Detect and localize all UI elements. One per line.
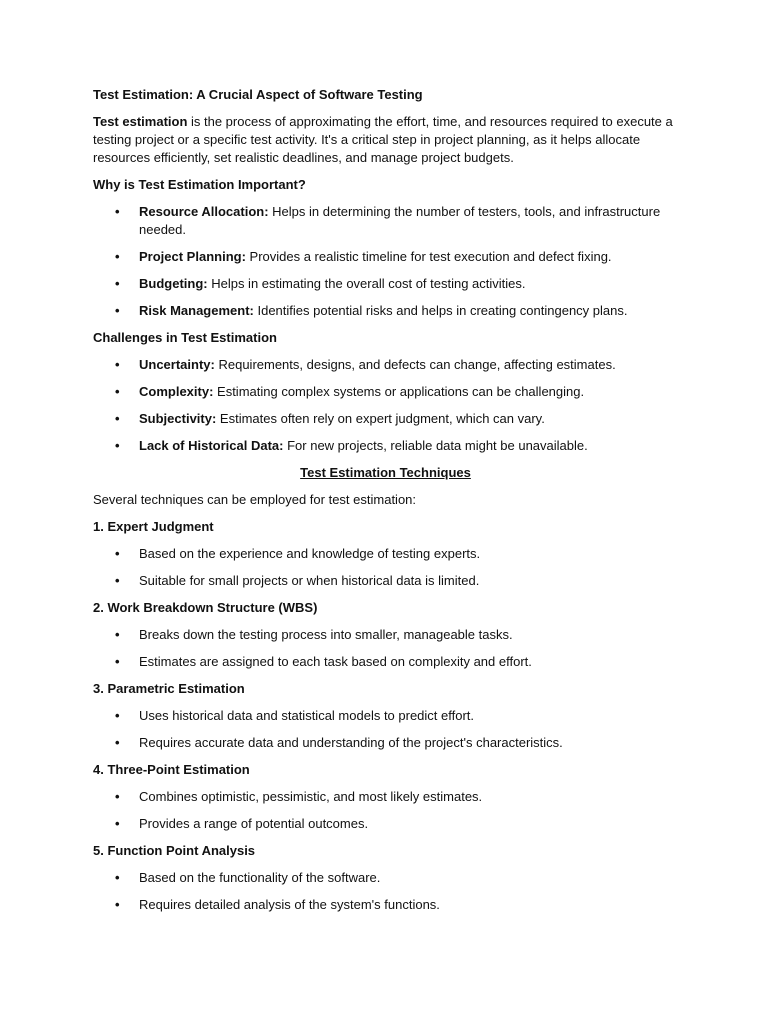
technique-heading: 1. Expert Judgment — [93, 519, 214, 534]
document-page — [93, 86, 678, 923]
list-item-text: Estimates often rely on expert judgment, which can vary. — [216, 411, 545, 426]
list-item-text: Provides a range of potential outcomes. — [139, 816, 369, 831]
list-item — [93, 734, 678, 752]
importance-heading: Why is Test Estimation Important? — [93, 177, 306, 192]
list-item — [93, 410, 678, 428]
list-item-text: Breaks down the testing process into smaller, manageable tasks. — [139, 627, 513, 642]
list-item — [93, 653, 678, 671]
list-item-text: Suitable for small projects or when historical data is limited. — [139, 573, 480, 588]
list-item — [93, 869, 678, 887]
list-item-text: Helps in estimating the overall cost of testing activities. — [207, 276, 526, 291]
list-item — [93, 815, 678, 833]
bullet-icon: • — [115, 303, 120, 318]
list-item-text: Estimates are assigned to each task based on complexity and effort. — [139, 654, 532, 669]
document-title: Test Estimation: A Crucial Aspect of Software Testing — [93, 87, 423, 102]
bullet-icon: • — [115, 384, 120, 399]
bullet-icon: • — [115, 708, 120, 723]
bullet-icon: • — [115, 735, 120, 750]
bullet-icon: • — [115, 204, 120, 219]
list-item-text: Combines optimistic, pessimistic, and most likely estimates. — [139, 789, 483, 804]
list-item — [93, 545, 678, 563]
bullet-icon: • — [115, 411, 120, 426]
importance-list — [93, 203, 678, 320]
technique-heading: 3. Parametric Estimation — [93, 681, 245, 696]
technique-list — [93, 707, 678, 752]
technique-list — [93, 788, 678, 833]
bullet-icon: • — [115, 249, 120, 264]
list-item-term: Resource Allocation: — [139, 204, 269, 219]
bullet-icon: • — [115, 627, 120, 642]
bullet-icon: • — [115, 816, 120, 831]
list-item-text: Requires detailed analysis of the system's functions. — [139, 897, 440, 912]
list-item-text: Helps in determining the number of testers, tools, and infrastructure needed. — [139, 204, 661, 237]
list-item-text: Requires accurate data and understanding of the project's characteristics. — [139, 735, 563, 750]
technique-heading: 2. Work Breakdown Structure (WBS) — [93, 600, 318, 615]
bullet-icon: • — [115, 870, 120, 885]
bullet-icon: • — [115, 276, 120, 291]
list-item — [93, 572, 678, 590]
list-item — [93, 896, 678, 914]
list-item-text: Provides a realistic timeline for test execution and defect fixing. — [245, 249, 612, 264]
list-item-term: Risk Management: — [139, 303, 254, 318]
list-item-text: Based on the functionality of the software. — [139, 870, 381, 885]
bullet-icon: • — [115, 438, 120, 453]
bullet-icon: • — [115, 573, 120, 588]
list-item-term: Project Planning: — [139, 249, 246, 264]
list-item — [93, 248, 678, 266]
list-item-text: Uses historical data and statistical models to predict effort. — [139, 708, 475, 723]
list-item — [93, 626, 678, 644]
list-item-term: Complexity: — [139, 384, 214, 399]
list-item — [93, 203, 678, 239]
bullet-icon: • — [115, 357, 120, 372]
list-item — [93, 383, 678, 401]
techniques-intro: Several techniques can be employed for test estimation: — [93, 492, 417, 507]
list-item-text: Requirements, designs, and defects can change, affecting estimates. — [214, 357, 616, 372]
list-item-term: Budgeting: — [139, 276, 208, 291]
bullet-icon: • — [115, 897, 120, 912]
bullet-icon: • — [115, 546, 120, 561]
list-item — [93, 356, 678, 374]
list-item-term: Lack of Historical Data: — [139, 438, 284, 453]
intro-bold-term: Test estimation — [93, 114, 188, 129]
list-item-text: Identifies potential risks and helps in creating contingency plans. — [253, 303, 628, 318]
list-item — [93, 302, 678, 320]
list-item — [93, 707, 678, 725]
intro-text: is the process of approximating the effort, time, and resources required to execute a testing project or a specific test activity. It's a critical step in project planning, as it helps allocate resources efficiently, set realistic deadlines, and manage project budgets. — [93, 114, 673, 165]
challenges-heading: Challenges in Test Estimation — [93, 330, 277, 345]
list-item-text: For new projects, reliable data might be unavailable. — [283, 438, 588, 453]
technique-heading: 5. Function Point Analysis — [93, 843, 256, 858]
list-item-text: Based on the experience and knowledge of testing experts. — [139, 546, 481, 561]
bullet-icon: • — [115, 654, 120, 669]
list-item-text: Estimating complex systems or applications can be challenging. — [213, 384, 585, 399]
technique-heading: 4. Three-Point Estimation — [93, 762, 250, 777]
list-item — [93, 788, 678, 806]
bullet-icon: • — [115, 789, 120, 804]
techniques-heading: Test Estimation Techniques — [300, 465, 471, 480]
technique-list — [93, 869, 678, 914]
technique-list — [93, 545, 678, 590]
list-item-term: Subjectivity: — [139, 411, 217, 426]
list-item-term: Uncertainty: — [139, 357, 215, 372]
list-item — [93, 275, 678, 293]
challenges-list — [93, 356, 678, 455]
intro-paragraph — [93, 113, 678, 167]
technique-list — [93, 626, 678, 671]
list-item — [93, 437, 678, 455]
